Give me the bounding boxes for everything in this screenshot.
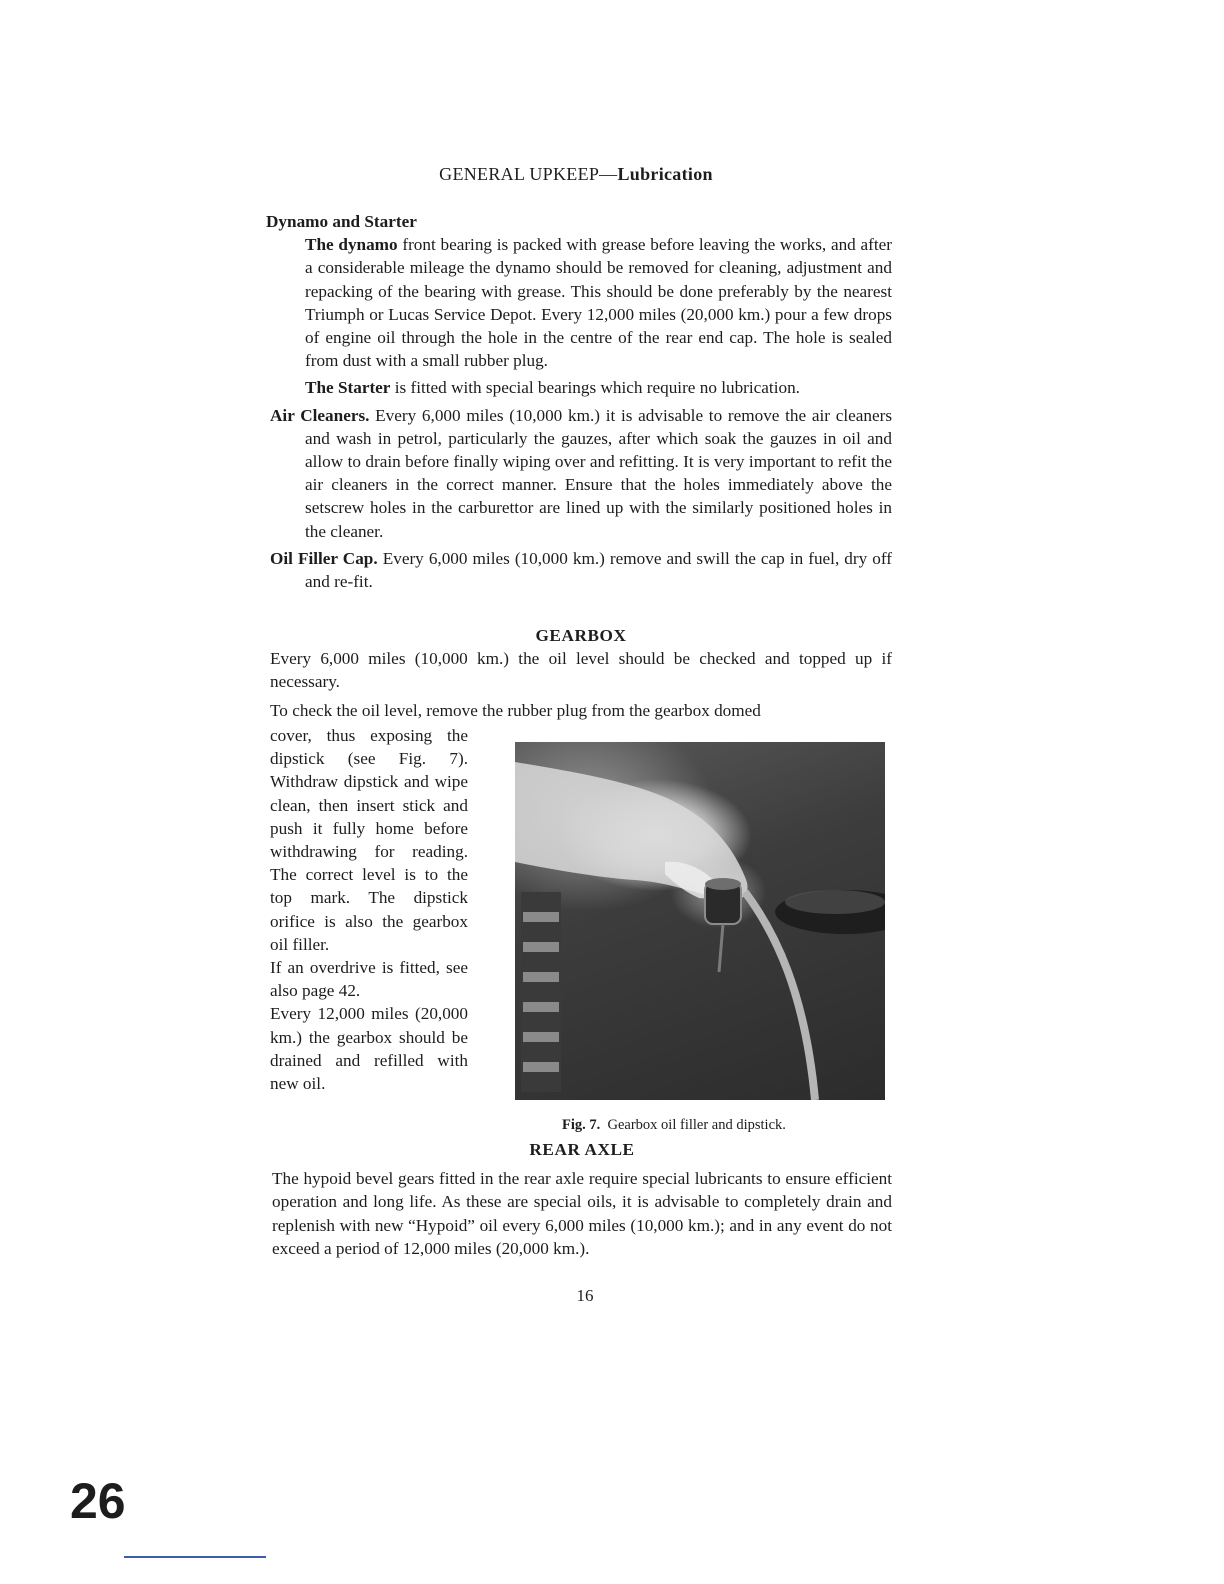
air-bold: Air Cleaners. xyxy=(270,405,370,425)
gearbox-dipstick-text: cover, thus exposing the dipstick (see Fig. 7). Withdraw dipstick and wipe clean, then insert stick and push it fully home before withdrawing for reading. The correct level is to the top mark. The dipstick orifice is also the gearbox oil filler. xyxy=(270,726,468,954)
oil-filler-paragraph xyxy=(270,547,892,593)
link-underline xyxy=(124,1556,266,1558)
figure-label: Fig. 7. xyxy=(562,1117,601,1133)
figure-caption xyxy=(562,1114,892,1137)
gearbox-intro: Every 6,000 miles (10,000 km.) the oil level should be checked and topped up if necessary. xyxy=(270,649,892,692)
figure-caption-text: Gearbox oil filler and dipstick. xyxy=(607,1117,786,1133)
starter-paragraph xyxy=(270,376,892,399)
gearbox-heading: GEARBOX xyxy=(535,626,627,645)
dynamo-bold: The dynamo xyxy=(305,235,398,255)
header-bold: Lubrication xyxy=(617,164,713,184)
gearbox-overdrive-text: If an overdrive is fitted, see also page 42. xyxy=(270,958,468,1001)
gearbox-photo xyxy=(515,742,885,1100)
gearbox-section xyxy=(270,624,892,1133)
air-text: Every 6,000 miles (10,000 km.) it is advisable to remove the air cleaners and wash in petrol, particularly the gauzes, after which soak the gauzes in oil and allow to drain before finally wiping over and refitting. It is very important to refit the air cleaners in the correct manner. Ensure that the holes immediately above the setscrew holes in the carburettor are lined up with the similarly positioned holes in the cleaner. xyxy=(305,405,893,541)
gearbox-drain-text: Every 12,000 miles (20,000 km.) the gearbox should be drained and refilled with new oil. xyxy=(270,1004,468,1094)
gearbox-column xyxy=(270,724,468,1095)
rear-axle-heading: REAR AXLE xyxy=(529,1140,635,1159)
header-prefix: GENERAL UPKEEP— xyxy=(439,164,618,184)
dynamo-heading: Dynamo and Starter xyxy=(266,212,417,231)
oil-text: Every 6,000 miles (10,000 km.) remove and swill the cap in fuel, dry off and re-fit. xyxy=(305,548,893,592)
starter-text: is fitted with special bearings which require no lubrication. xyxy=(390,378,800,398)
dynamo-text: front bearing is packed with grease before leaving the works, and after a considerable mileage the dynamo should be removed for cleaning, adjustment and repacking of the bearing with grease. This should be done preferably by the nearest Triumph or Lucas Service Depot. Every 12,000 miles (20,000 km.) pour a few drops of engine oil through the hole in the centre of the rear end cap. The hole is sealed from dust with a small rubber plug. xyxy=(305,235,892,371)
dynamo-paragraph xyxy=(270,233,892,372)
oil-bold: Oil Filler Cap. xyxy=(270,548,378,568)
starter-bold: The Starter xyxy=(305,378,391,398)
gearbox-photo-illustration xyxy=(515,742,885,1100)
dynamo-section xyxy=(266,210,893,593)
air-cleaners-paragraph xyxy=(270,404,892,543)
gearbox-check: To check the oil level, remove the rubber plug from the gearbox domed xyxy=(270,700,761,720)
page-number: 16 xyxy=(576,1286,594,1305)
rear-axle-text: The hypoid bevel gears fitted in the rear axle require special lubricants to ensure efficient operation and long life. As these are special oils, it is advisable to completely drain and replenish with new “Hypoid” oil every 6,000 miles (10,000 km.); and in any event do not exceed a period of 12,000 miles (20,000 km.). xyxy=(272,1169,892,1258)
sheet-number: 26 xyxy=(70,1473,126,1529)
rear-axle-section xyxy=(272,1138,892,1260)
page-header xyxy=(0,164,1152,185)
